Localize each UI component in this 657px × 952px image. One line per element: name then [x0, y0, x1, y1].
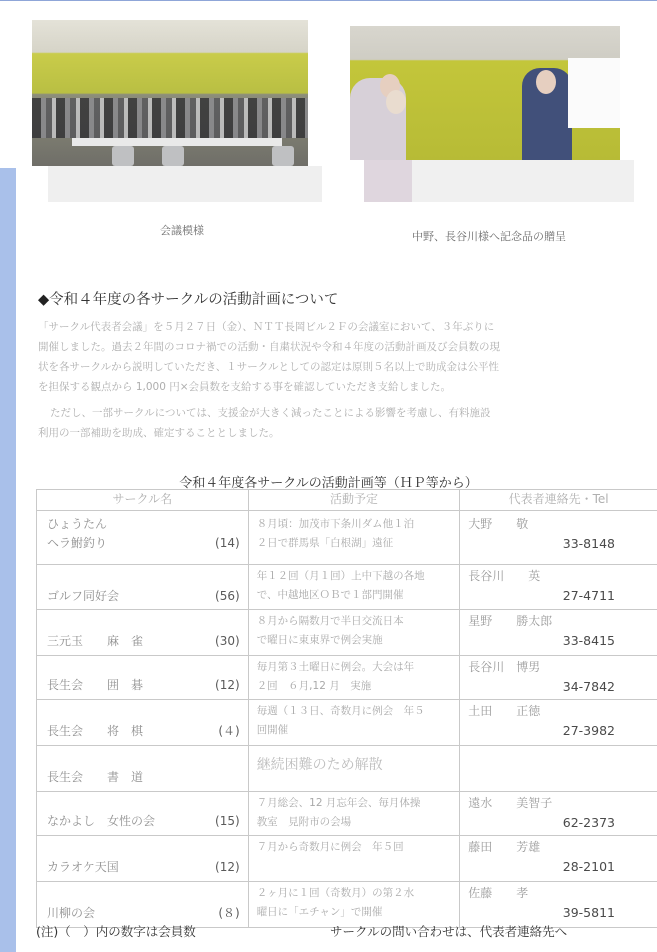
activity-line: ７月から奇数月に例会 年５回 [256, 841, 404, 853]
activity-line: 年１２回（月１回）上中下越の各地 [256, 570, 425, 582]
table-row [37, 656, 657, 700]
top-rule [0, 0, 657, 1]
section-title [38, 288, 338, 309]
activity-line: 教室 見附市の会場 [256, 816, 352, 828]
table-row [37, 836, 657, 882]
table-row [37, 792, 657, 836]
representative: 大野 敬 [468, 517, 529, 531]
header-contact: 代表者連絡先・Tel [460, 490, 657, 511]
paragraph-line: 「サークル代表者会議」を５月２７日（金）、ＮＴＴ長岡ビル２Ｆの会議室において、３年ぶりに [38, 321, 495, 333]
award-photo [350, 26, 620, 160]
paragraph-line: を担保する観点から 1,000 円×会員数を支給する事を確認していただき支給しました。 [38, 381, 452, 393]
activity-line: で曜日に東東界で例会実施 [256, 634, 383, 646]
activity-line: ２回 ６月,12 月 実施 [256, 680, 372, 692]
phone-number: 27-4711 [562, 588, 615, 603]
header-activity: 活動予定 [248, 490, 460, 511]
diamond-marker: ◆ [38, 292, 50, 308]
activity-line: 毎月第３土曜日に例会。大会は年 [256, 661, 415, 673]
paragraph-line: 利用の一部補助を助成、確定することとしました。 [38, 427, 280, 439]
activity-line: で、中越地区ＯＢで１部門開催 [256, 589, 404, 601]
phone-number: 33-8415 [562, 633, 615, 648]
representative: 長谷川 博男 [468, 660, 541, 674]
phone-number: 62-2373 [562, 815, 615, 830]
representative: 遠水 美智子 [468, 796, 553, 810]
phone-number: 34-7842 [562, 679, 615, 694]
header-circle: サークル名 [37, 490, 249, 511]
activity-line: ８月から隔数月で半日交流日本 [256, 615, 404, 627]
activity-line: 毎週（１３日、奇数月に例会 年５ [256, 705, 425, 717]
footnote: (注)（ ）内の数字は会員数 [36, 924, 196, 939]
activity-line: ７月総会、12 月忘年会、毎月体操 [256, 797, 421, 809]
circle-plan-table [36, 489, 657, 928]
activity-dissolved: 継続困難のため解散 [256, 757, 383, 773]
table-row [37, 565, 657, 610]
circle-name: 長生会 囲 碁 (12) [47, 678, 240, 692]
table-title: 令和４年度各サークルの活動計画等（ＨＰ等から） [179, 476, 478, 491]
award-photo-lower [364, 160, 634, 202]
section-title-text: 令和４年度の各サークルの活動計画について [49, 292, 339, 308]
activity-line: 曜日に「エチャン」で開催 [256, 906, 383, 918]
table-row [37, 882, 657, 928]
left-accent-bar [0, 168, 16, 952]
phone-number: 39-5811 [562, 905, 615, 920]
table-header-row [37, 490, 657, 511]
circle-name: 三元玉 麻 雀 (30) [47, 634, 240, 648]
meeting-photo-lower [48, 166, 322, 202]
phone-number: 33-8148 [562, 536, 615, 551]
circle-name: なかよし 女性の会 (15) [47, 814, 240, 828]
representative: 長谷川 英 [468, 569, 541, 583]
table-row [37, 511, 657, 565]
paragraph-line: 状を各サークルから説明していただき、１サークルとしての認定は原則５名以上で助成金は公平性 [38, 361, 499, 373]
representative: 藤田 芳雄 [468, 840, 541, 854]
activity-line: 回開催 [256, 724, 289, 736]
activity-line: ８月頃：加茂市下条川ダム他１泊 [256, 518, 415, 530]
phone-number: 28-2101 [562, 859, 615, 874]
paragraph-line: 開催しました。過去２年間のコロナ禍での活動・自粛状況や令和４年度の活動計画及び会員数の現 [38, 341, 500, 353]
circle-name: ヘラ鮒釣り (14) [47, 536, 240, 550]
circle-name: ゴルフ同好会 (56) [47, 589, 240, 603]
representative: 佐藤 孝 [468, 886, 529, 900]
representative: 土田 正徳 [468, 704, 541, 718]
photo1-caption: 会議模様 [160, 224, 204, 237]
table-row [37, 746, 657, 792]
phone-number: 27-3982 [562, 723, 615, 738]
circle-name: ひょうたん [47, 517, 108, 531]
circle-name: カラオケ天国 (12) [47, 860, 240, 874]
table-row [37, 610, 657, 656]
circle-name: 川柳の会 (８) [47, 906, 240, 920]
representative: 星野 勝太郎 [468, 614, 553, 628]
photo2-caption: 中野、長谷川様へ記念品の贈呈 [412, 230, 566, 243]
circle-name: 長生会 書 道 [47, 770, 144, 784]
meeting-photo [32, 20, 308, 166]
circle-name: 長生会 将 棋 (４) [47, 724, 240, 738]
activity-line: ２日で群馬県「白根湖」遠征 [256, 537, 394, 549]
table-row [37, 700, 657, 746]
activity-line: ２ヶ月に１回（奇数月）の第２水 [256, 887, 415, 899]
paragraph-line: ただし、一部サークルについては、支援金が大きく減ったことによる影響を考慮し、有料施設 [50, 407, 491, 419]
contact-note: サークルの問い合わせは、代表者連絡先へ [330, 924, 568, 939]
